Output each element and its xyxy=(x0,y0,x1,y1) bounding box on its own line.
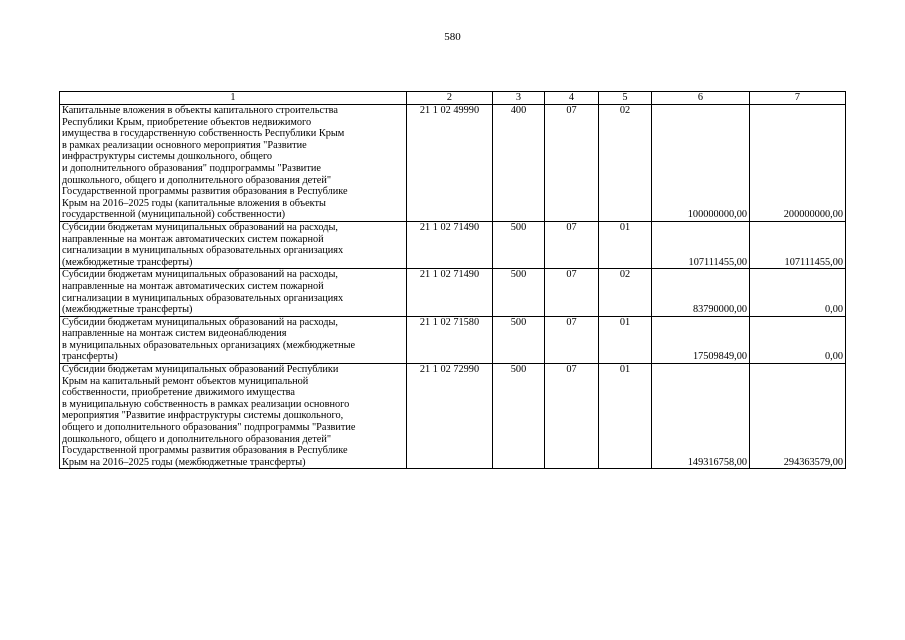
description-line: направленные на монтаж автоматических систем пожарной xyxy=(62,233,324,245)
budget-table xyxy=(59,91,846,469)
description-line: трансферты) xyxy=(62,351,118,363)
description-line: Крым на капитальный ремонт объектов муниципальной xyxy=(62,375,309,387)
column-header: 1 xyxy=(60,92,407,105)
row-amount-col6: 100000000,00 xyxy=(652,105,750,222)
table-row xyxy=(60,221,846,268)
description-line: (межбюджетные трансферты) xyxy=(62,304,193,316)
header-row xyxy=(60,92,846,105)
description-line: и дополнительного образования" подпрограммы "Развитие xyxy=(62,162,321,174)
description-line: Республики Крым, приобретение объектов недвижимого xyxy=(62,116,312,128)
description-line: Субсидии бюджетам муниципальных образований Республики xyxy=(62,364,339,376)
description-line: Субсидии бюджетам муниципальных образований на расходы, xyxy=(62,269,338,281)
row-col3: 500 xyxy=(493,221,545,268)
row-code: 21 1 02 71490 xyxy=(407,269,493,316)
row-col5: 02 xyxy=(599,269,652,316)
row-col5: 02 xyxy=(599,105,652,222)
description-line: Крым на 2016–2025 годы (капитальные вложения в объекты xyxy=(62,197,326,209)
description-line: Субсидии бюджетам муниципальных образований на расходы, xyxy=(62,316,338,328)
row-col3: 500 xyxy=(493,364,545,469)
description-line: собственности, приобретение движимого имущества xyxy=(62,387,295,399)
row-amount-col6: 107111455,00 xyxy=(652,221,750,268)
description-line: направленные на монтаж систем видеонаблюдения xyxy=(62,328,287,340)
table-row xyxy=(60,316,846,363)
row-amount-col7: 294363579,00 xyxy=(750,364,846,469)
row-amount-col6: 149316758,00 xyxy=(652,364,750,469)
description-line: мероприятия "Развитие инфраструктуры системы дошкольного, xyxy=(62,410,344,422)
description-line: Субсидии бюджетам муниципальных образований на расходы, xyxy=(62,221,338,233)
row-description xyxy=(60,316,407,363)
row-code: 21 1 02 49990 xyxy=(407,105,493,222)
column-header: 5 xyxy=(599,92,652,105)
row-col4: 07 xyxy=(545,221,599,268)
row-amount-col7: 0,00 xyxy=(750,269,846,316)
row-amount-col6: 83790000,00 xyxy=(652,269,750,316)
row-description xyxy=(60,269,407,316)
column-header: 2 xyxy=(407,92,493,105)
row-col4: 07 xyxy=(545,269,599,316)
description-line: дошкольного, общего и дополнительного образования детей" xyxy=(62,174,332,186)
description-line: направленные на монтаж автоматических систем пожарной xyxy=(62,280,324,292)
row-col4: 07 xyxy=(545,105,599,222)
description-line: имущества в государственную собственность Республики Крым xyxy=(62,128,345,140)
row-col3: 500 xyxy=(493,316,545,363)
description-line: Государственной программы развития образования в Республике xyxy=(62,445,348,457)
description-line: в муниципальную собственность в рамках реализации основного xyxy=(62,398,350,410)
row-col5: 01 xyxy=(599,316,652,363)
row-amount-col7: 200000000,00 xyxy=(750,105,846,222)
page-number: 580 xyxy=(444,31,461,43)
row-amount-col6: 17509849,00 xyxy=(652,316,750,363)
row-col5: 01 xyxy=(599,221,652,268)
row-amount-col7: 0,00 xyxy=(750,316,846,363)
description-line: общего и дополнительного образования" подпрограммы "Развитие xyxy=(62,422,356,434)
table-row xyxy=(60,105,846,222)
row-description xyxy=(60,221,407,268)
row-description xyxy=(60,364,407,469)
table-row xyxy=(60,269,846,316)
row-code: 21 1 02 71490 xyxy=(407,221,493,268)
description-line: Крым на 2016–2025 годы (межбюджетные трансферты) xyxy=(62,456,306,468)
column-header: 4 xyxy=(545,92,599,105)
row-col4: 07 xyxy=(545,316,599,363)
row-code: 21 1 02 71580 xyxy=(407,316,493,363)
description-line: Государственной программы развития образования в Республике xyxy=(62,186,348,198)
description-line: в рамках реализации основного мероприятия "Развитие xyxy=(62,139,307,151)
table-row xyxy=(60,364,846,469)
column-header: 7 xyxy=(750,92,846,105)
description-line: сигнализации в муниципальных образовательных организациях xyxy=(62,292,344,304)
row-col3: 500 xyxy=(493,269,545,316)
description-line: Капитальные вложения в объекты капитального строительства xyxy=(62,105,338,116)
description-line: дошкольного, общего и дополнительного образования детей" xyxy=(62,433,332,445)
row-col3: 400 xyxy=(493,105,545,222)
description-line: сигнализации в муниципальных образовательных организациях xyxy=(62,245,344,257)
row-amount-col7: 107111455,00 xyxy=(750,221,846,268)
description-line: в муниципальных образовательных организациях (межбюджетные xyxy=(62,339,356,351)
row-description xyxy=(60,105,407,222)
description-line: (межбюджетные трансферты) xyxy=(62,256,193,268)
description-line: инфраструктуры системы дошкольного, общего xyxy=(62,151,273,163)
row-col5: 01 xyxy=(599,364,652,469)
row-code: 21 1 02 72990 xyxy=(407,364,493,469)
column-header: 3 xyxy=(493,92,545,105)
description-line: государственной (муниципальной) собственности) xyxy=(62,209,286,221)
column-header: 6 xyxy=(652,92,750,105)
row-col4: 07 xyxy=(545,364,599,469)
